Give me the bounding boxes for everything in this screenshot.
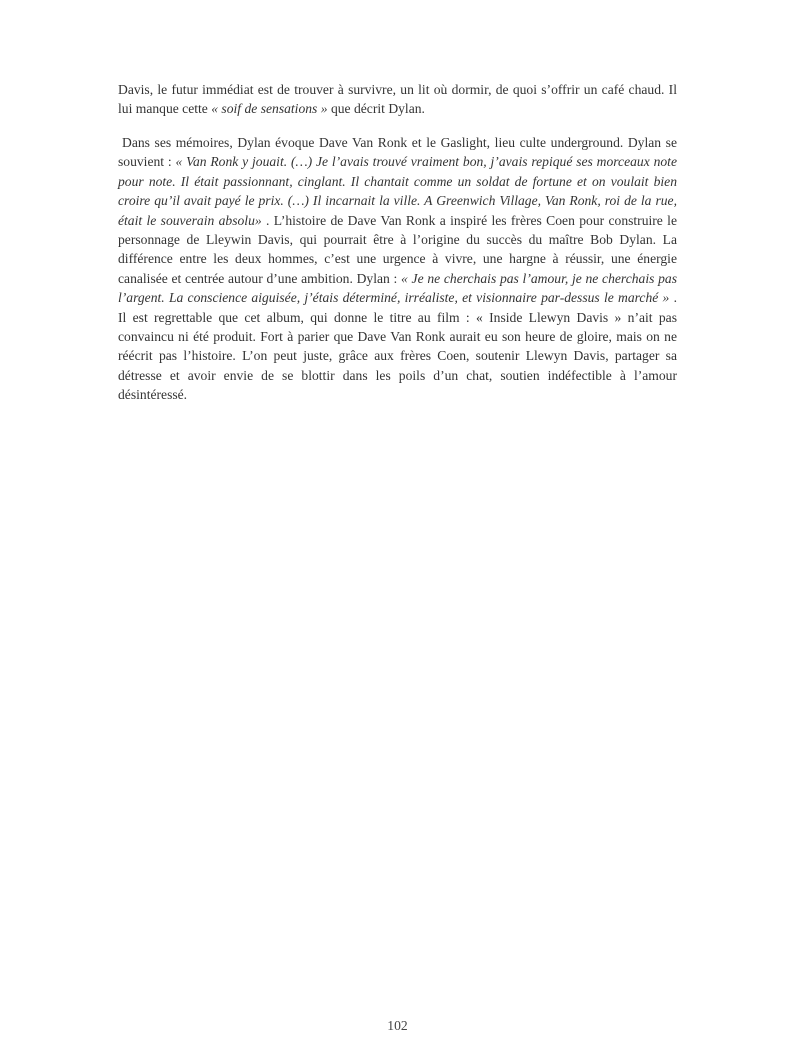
dylan-quote-ambition: « Je ne cherchais pas l’amour, je ne cherchais pas l’argent. La conscience aiguisée, j’étais déterminé, irréaliste, et visionnaire par-dessus le marché » (118, 270, 677, 306)
paragraph-2 (118, 133, 677, 405)
paragraph-2-text-middle: . L’histoire de Dave Van Ronk a inspiré les frères Coen pour construire le personnage de Lleywin Davis, qui pourrait être à l’origine du succès du maître Bob Dylan. La différence entre les deux hommes, c’est une urgence à vivre, une hargne à réussir, une énergie canalisée et centrée autour d’une ambition. Dylan : (118, 212, 677, 286)
page-number: 102 (387, 1018, 408, 1033)
paragraph-2-text-start: Dans ses mémoires, Dylan évoque Dave Van Ronk et le Gaslight, lieu culte underground. Dylan se souvient : (118, 135, 677, 170)
paragraph-1-text-end: que décrit Dylan. (327, 101, 425, 117)
paragraph-1-text-start: Davis, le futur immédiat est de trouver à survivre, un lit où dormir, de quoi s’offrir un café chaud. Il lui manque cette (118, 82, 677, 117)
paragraph-2-text-end: . Il est regrettable que cet album, qui donne le titre au film : « Inside Llewyn Davis » n’ait pas convaincu ni été produit. Fort à parier que Dave Van Ronk aurait eu son heure de gloire, mais on ne réécrit pas l’histoire. L’on peut juste, grâce aux frères Coen, soutenir Llewyn Davis, partager sa détresse et avoir envie de se blottir dans les poils d’un chat, soutien indéfectible à l’amour désintéressé. (118, 290, 677, 403)
paragraph-1 (118, 80, 677, 119)
dylan-quote-van-ronk: « Van Ronk y jouait. (…) Je l’avais trouvé vraiment bon, j’avais repiqué ses morceaux note pour note. Il était passionnant, cinglant. Il chantait comme un soldat de fortune et on voulait bien croire qu’il avait payé le prix. (…) Il incarnait la ville. A Greenwich Village, Van Ronk, roi de la rue, était le souverain absolu» (118, 154, 677, 228)
paragraph-1-quote: « soif de sensations » (211, 101, 328, 117)
